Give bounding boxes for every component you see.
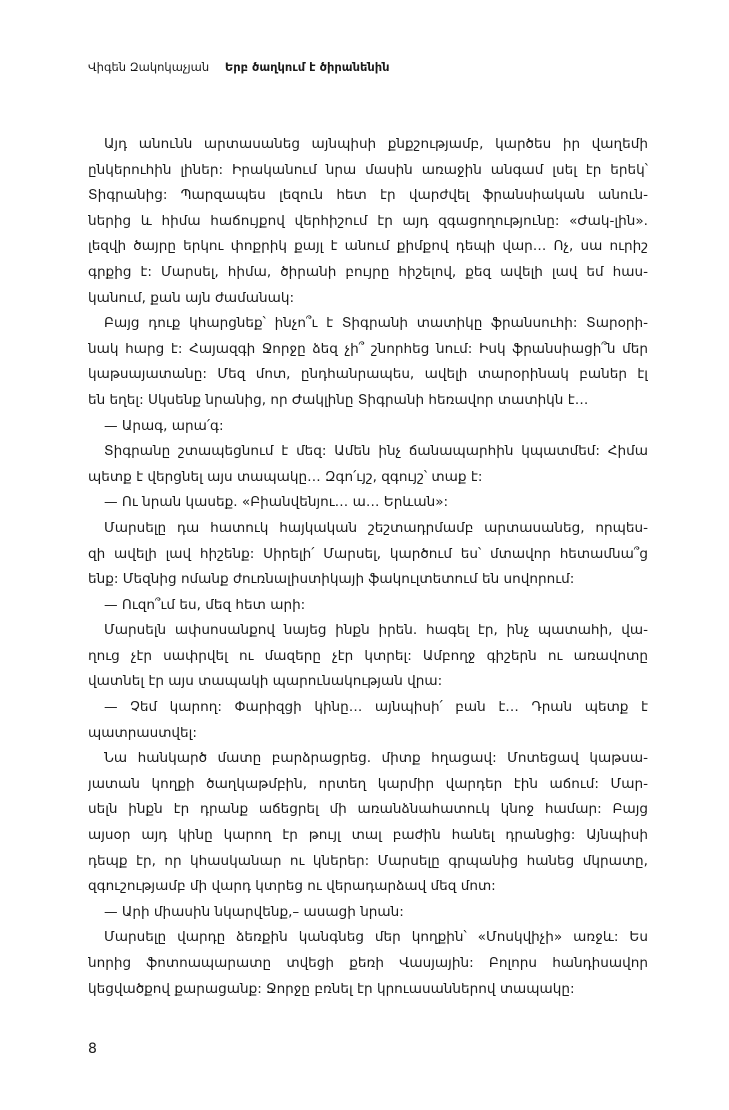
text-line: Այդ անունն արտասանեց այնպիսի քնքշությամբ, կարծես իր վաղեմի — [104, 136, 648, 152]
text-line: Մարսելը դա հատուկ հայկական շեշտադրմամբ արտասանեց, որպես- — [104, 519, 648, 536]
body-text — [88, 132, 648, 1002]
text-line: Տիգրանից: Պարզապես լեզուն հետ էր վարժվել ֆրանսիական անուն- — [88, 187, 648, 204]
text-line: Տիգրանը շտապեցնում է մեզ: Ամեն ինչ ճանապարհին կպատմեմ: Հիմա — [104, 443, 648, 460]
text-line: լեզվի ծայրը երկու փոքրիկ քայլ է անում քիմքով դեպի վար… Ոչ, սա ուրիշ — [88, 238, 648, 255]
header-title: Երբ ծաղկում է ծիրանենին — [224, 60, 390, 74]
page-number: 8 — [88, 1041, 97, 1057]
running-header — [88, 60, 390, 74]
text-line: կաթսայատանը: Մեզ մոտ, ընդհանրապես, ավելի տարօրինակ բաներ էլ — [88, 366, 648, 383]
text-line: — Արագ, արա՛գ: — [104, 417, 224, 434]
text-line: — Արի միասին նկարվենք,– ասացի նրան: — [104, 903, 404, 920]
text-line: — Չեմ կարող: Փարիզցի կինը… այնպիսի՛ բան է… Դրան պետք է — [104, 699, 648, 716]
text-line: Մարսելն ափսոսանքով նայեց ինքն իրեն. հագել էր, ինչ պատահի, վա- — [104, 622, 648, 639]
text-line: ներից և հիմա հաճույքով վերհիշում էր այդ զգացողությունը: «Ժակ-լին». — [88, 212, 648, 229]
text-line: զի ավելի լավ հիշենք: Սիրելի՛ Մարսել, կարծում ես՝ մտավոր հետամնա՞ց — [88, 545, 648, 562]
text-line: են եղել: Սկսենք նրանից, որ Ժակլինը Տիգրանի հեռավոր տատիկն է… — [88, 391, 589, 408]
text-line: յատան կողքի ծաղկաթմբին, որտեղ կարմիր վարդեր էին աճում: Մար- — [88, 775, 648, 792]
text-line: — Ուզո՞ւմ ես, մեզ հետ արի: — [104, 596, 306, 613]
text-line: — Ու նրան կասեք. «Բիանվենյու… ա… Երևան»: — [104, 494, 449, 511]
text-line: պատրաստվել: — [88, 724, 197, 741]
text-line: ենք: Մեզնից ոմանք ժուռնալիստիկայի ֆակուլտետում են սովորում: — [88, 571, 575, 588]
text-line: ընկերուհին լիներ: Իրականում նրա մասին առաջին անգամ լսել էր երեկ՝ — [88, 161, 648, 178]
text-line: նակ հարց է: Հայազգի Ջորջը ձեզ չի՞ շնորհեց նում: Իսկ ֆրանսիացի՞ն մեր — [88, 340, 648, 357]
text-line: ղուց չէր սափրվել ու մազերը չէր կտրել: Ամբողջ գիշերն ու առավոտը — [88, 647, 648, 664]
header-author: Վիգեն Զակոկաչյան — [88, 60, 210, 74]
text-line: վատնել էր այս տապակի պարունակության վրա: — [88, 673, 443, 690]
text-line: Նա հանկարծ մատը բարձրացրեց. միտք հղացավ: Մոտեցավ կաթսա- — [104, 750, 648, 767]
text-line: Բայց դուք կհարցնեք՝ ինչո՞ւ է Տիգրանի տատիկը ֆրանսուհի: Տարօրի- — [104, 315, 648, 332]
text-line: զգուշությամբ մի վարդ կտրեց ու վերադարձավ մեզ մոտ: — [88, 878, 496, 895]
text-line: Մարսելը վարդը ձեռքին կանգնեց մեր կողքին՝ «Մոսկվիչի» առջև: Ես — [104, 929, 648, 946]
text-line: կանում, քան այն ժամանակ: — [88, 289, 295, 306]
text-line: սելն ինքն էր դրանք աճեցրել մի առանձնահատուկ կնոջ համար: Բայց — [88, 801, 648, 818]
text-line: պետք է վերցնել այս տապակը… Զգո՛ւյշ, զգույշ՝ տաք է: — [88, 468, 483, 485]
text-line: նորից ֆոտոապարատը տվեցի քեռի Վասյային: Բոլորս հանդիսավոր — [88, 955, 648, 971]
text-line: այսօր այդ կինը կարող էր թույլ տալ բաժին հանել դրանցից: Այնպիսի — [88, 827, 648, 844]
text-line: գրքից է: Մարսել, հիմա, ծիրանի բույրը հիշելով, քեզ ավելի լավ եմ հաս- — [88, 263, 648, 280]
text-line: դեպք էր, որ կհասկանար ու կներեր: Մարսելը գրպանից հանեց մկրատը, — [88, 852, 648, 869]
text-line: կեցվածքով քարացանք: Ջորջը բռնել էր կրուասաններով տապակը: — [88, 980, 575, 997]
